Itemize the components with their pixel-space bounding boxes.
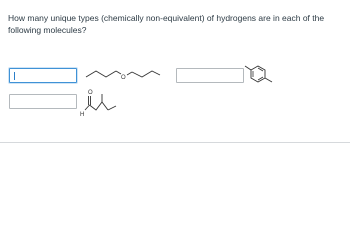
answer-input-2[interactable]: [176, 68, 244, 83]
hydrogen-label: H: [80, 112, 85, 118]
answer-input-3[interactable]: [9, 94, 77, 109]
answer-input-1[interactable]: [9, 68, 77, 83]
aromatic-ring-structure: [243, 62, 283, 92]
section-divider: [0, 142, 350, 143]
question-text: How many unique types (chemically non-equivalent) of hydrogens are in each of the following molecules?: [8, 13, 325, 35]
ether-structure: [84, 65, 164, 87]
text-cursor: [14, 72, 15, 80]
oxygen-label: O: [121, 75, 126, 81]
carbonyl-oxygen-label: O: [88, 90, 93, 96]
aldehyde-structure: [80, 88, 140, 118]
